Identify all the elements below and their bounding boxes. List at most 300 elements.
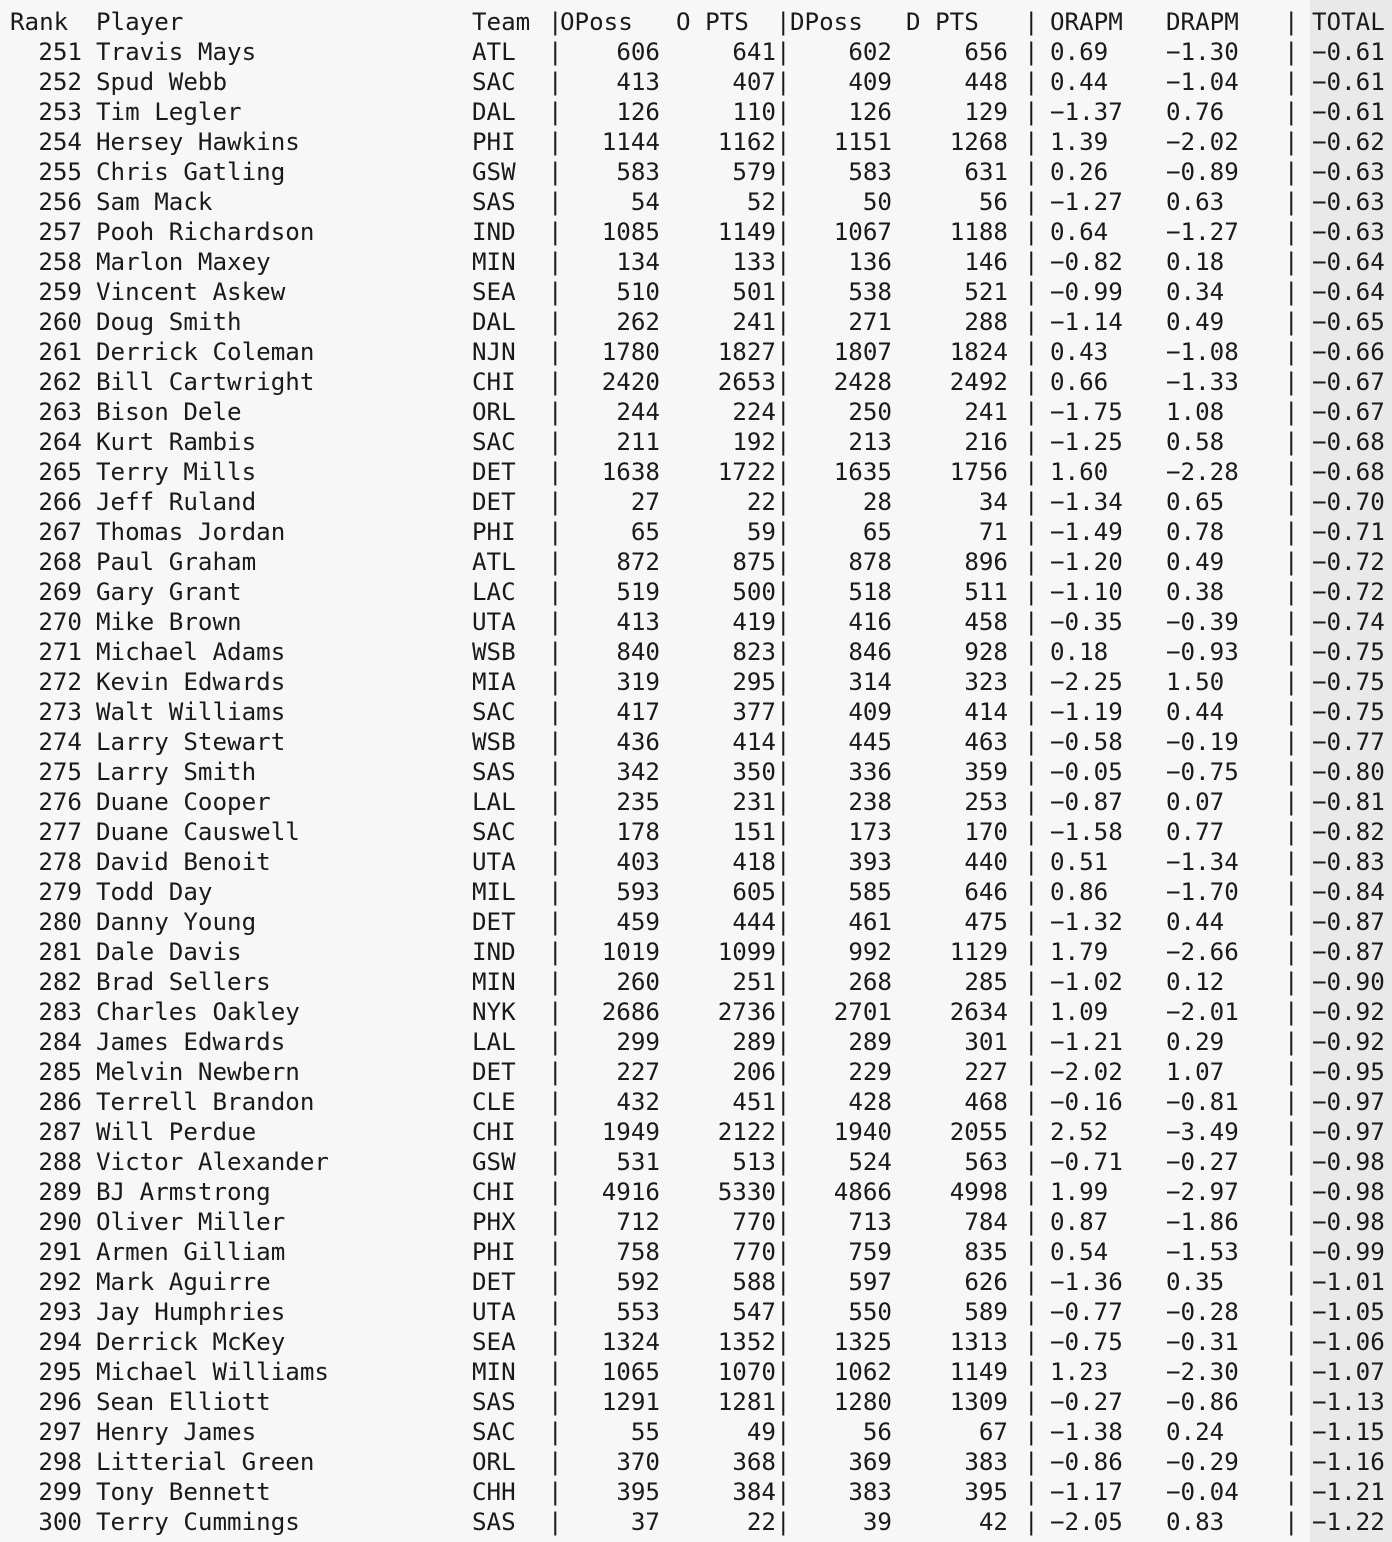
row-team: SAC — [472, 1418, 516, 1446]
row-dposs: 250 — [848, 398, 892, 426]
row-opts: 377 — [732, 698, 776, 726]
column-separator: | — [548, 848, 563, 876]
table-row — [0, 997, 1392, 1027]
column-separator: | — [1024, 788, 1039, 816]
row-rank: 292 — [38, 1268, 82, 1296]
row-dpts: 1149 — [949, 1358, 1008, 1386]
row-dposs: 878 — [848, 548, 892, 576]
row-opts: 579 — [732, 158, 776, 186]
row-rank: 269 — [38, 578, 82, 606]
column-separator: | — [1024, 638, 1039, 666]
row-opts: 823 — [732, 638, 776, 666]
row-orapm: 0.64 — [1050, 218, 1109, 246]
column-separator: | — [776, 428, 791, 456]
column-separator: | — [776, 248, 791, 276]
column-separator: | — [1284, 1298, 1299, 1326]
row-oposs: 606 — [616, 38, 660, 66]
row-oposs: 413 — [616, 608, 660, 636]
column-separator: | — [548, 1268, 563, 1296]
row-team: LAC — [472, 578, 516, 606]
column-separator: | — [548, 938, 563, 966]
column-separator: | — [1024, 1208, 1039, 1236]
row-player: Armen Gilliam — [96, 1238, 286, 1266]
row-player: Mark Aguirre — [96, 1268, 271, 1296]
row-drapm: 0.77 — [1166, 818, 1225, 846]
row-rank: 279 — [38, 878, 82, 906]
column-separator: | — [776, 638, 791, 666]
row-opts: 500 — [732, 578, 776, 606]
table-row — [0, 127, 1392, 157]
row-dposs: 229 — [848, 1058, 892, 1086]
row-drapm: −1.08 — [1166, 338, 1239, 366]
table-row — [0, 937, 1392, 967]
column-separator: | — [1284, 368, 1299, 396]
row-dpts: 1129 — [949, 938, 1008, 966]
row-total: −0.66 — [1312, 338, 1385, 366]
row-drapm: −2.66 — [1166, 938, 1239, 966]
row-dpts: 56 — [978, 188, 1008, 216]
row-orapm: 0.86 — [1050, 878, 1109, 906]
row-drapm: −1.34 — [1166, 848, 1239, 876]
column-separator: | — [776, 608, 791, 636]
row-rank: 264 — [38, 428, 82, 456]
row-team: IND — [472, 218, 516, 246]
table-row — [0, 397, 1392, 427]
table-row — [0, 367, 1392, 397]
row-opts: 1281 — [717, 1388, 776, 1416]
row-orapm: −2.05 — [1050, 1508, 1123, 1536]
row-total: −0.74 — [1312, 608, 1385, 636]
row-opts: 192 — [732, 428, 776, 456]
column-separator: | — [1024, 1058, 1039, 1086]
row-opts: 641 — [732, 38, 776, 66]
column-separator: | — [1024, 248, 1039, 276]
row-oposs: 65 — [630, 518, 660, 546]
row-drapm: −2.97 — [1166, 1178, 1239, 1206]
row-dpts: 631 — [964, 158, 1008, 186]
row-drapm: 0.24 — [1166, 1418, 1225, 1446]
column-separator: | — [1284, 578, 1299, 606]
column-separator: | — [1284, 1268, 1299, 1296]
column-separator: | — [1024, 938, 1039, 966]
column-separator: | — [1284, 1388, 1299, 1416]
row-dposs: 238 — [848, 788, 892, 816]
row-oposs: 413 — [616, 68, 660, 96]
column-separator: | — [776, 68, 791, 96]
column-separator: | — [548, 1178, 563, 1206]
row-oposs: 531 — [616, 1148, 660, 1176]
row-team: LAL — [472, 1028, 516, 1056]
row-dpts: 646 — [964, 878, 1008, 906]
row-rank: 285 — [38, 1058, 82, 1086]
row-dpts: 448 — [964, 68, 1008, 96]
row-total: −0.98 — [1312, 1208, 1385, 1236]
column-separator: | — [776, 128, 791, 156]
column-separator: | — [776, 8, 791, 36]
table-row — [0, 847, 1392, 877]
row-dpts: 468 — [964, 1088, 1008, 1116]
row-total: −1.16 — [1312, 1448, 1385, 1476]
column-separator: | — [548, 98, 563, 126]
row-drapm: −0.81 — [1166, 1088, 1239, 1116]
column-separator: | — [548, 428, 563, 456]
row-total: −0.61 — [1312, 98, 1385, 126]
row-total: −0.90 — [1312, 968, 1385, 996]
row-orapm: 1.99 — [1050, 1178, 1109, 1206]
row-drapm: −2.30 — [1166, 1358, 1239, 1386]
column-separator: | — [1284, 1058, 1299, 1086]
column-separator: | — [1024, 488, 1039, 516]
header-dpts: D PTS — [906, 8, 979, 36]
row-player: Vincent Askew — [96, 278, 286, 306]
row-orapm: 0.44 — [1050, 68, 1109, 96]
row-rank: 272 — [38, 668, 82, 696]
row-oposs: 126 — [616, 98, 660, 126]
table-row — [0, 727, 1392, 757]
row-player: Victor Alexander — [96, 1148, 329, 1176]
row-dposs: 416 — [848, 608, 892, 636]
row-orapm: 1.39 — [1050, 128, 1109, 156]
column-separator: | — [776, 1478, 791, 1506]
row-oposs: 403 — [616, 848, 660, 876]
row-oposs: 37 — [630, 1508, 660, 1536]
column-separator: | — [1024, 908, 1039, 936]
column-separator: | — [1024, 1358, 1039, 1386]
row-rank: 293 — [38, 1298, 82, 1326]
row-player: Terry Cummings — [96, 1508, 300, 1536]
row-orapm: 0.51 — [1050, 848, 1109, 876]
column-separator: | — [1284, 968, 1299, 996]
row-dposs: 173 — [848, 818, 892, 846]
column-separator: | — [548, 968, 563, 996]
row-player: Gary Grant — [96, 578, 242, 606]
row-dpts: 2055 — [949, 1118, 1008, 1146]
column-separator: | — [1284, 668, 1299, 696]
table-row — [0, 1117, 1392, 1147]
header-drapm: DRAPM — [1166, 8, 1239, 36]
row-total: −0.84 — [1312, 878, 1385, 906]
column-separator: | — [548, 1478, 563, 1506]
row-dposs: 1635 — [833, 458, 892, 486]
row-drapm: −1.70 — [1166, 878, 1239, 906]
row-opts: 1827 — [717, 338, 776, 366]
row-dposs: 583 — [848, 158, 892, 186]
column-separator: | — [1024, 278, 1039, 306]
row-dpts: 71 — [978, 518, 1008, 546]
column-separator: | — [548, 1058, 563, 1086]
row-player: Sam Mack — [96, 188, 213, 216]
column-separator: | — [1024, 578, 1039, 606]
row-dpts: 656 — [964, 38, 1008, 66]
column-separator: | — [548, 1118, 563, 1146]
table-row — [0, 817, 1392, 847]
row-opts: 49 — [746, 1418, 776, 1446]
column-separator: | — [776, 728, 791, 756]
row-total: −0.72 — [1312, 548, 1385, 576]
column-separator: | — [548, 278, 563, 306]
row-total: −1.15 — [1312, 1418, 1385, 1446]
row-player: Chris Gatling — [96, 158, 286, 186]
table-row — [0, 427, 1392, 457]
row-rank: 256 — [38, 188, 82, 216]
row-player: Litterial Green — [96, 1448, 315, 1476]
table-row — [0, 1327, 1392, 1357]
row-player: Terrell Brandon — [96, 1088, 315, 1116]
row-player: Michael Adams — [96, 638, 286, 666]
column-separator: | — [548, 1088, 563, 1116]
row-player: BJ Armstrong — [96, 1178, 271, 1206]
row-opts: 444 — [732, 908, 776, 936]
column-separator: | — [776, 98, 791, 126]
row-total: −0.80 — [1312, 758, 1385, 786]
column-separator: | — [1284, 1088, 1299, 1116]
column-separator: | — [1024, 728, 1039, 756]
row-rank: 296 — [38, 1388, 82, 1416]
row-total: −0.92 — [1312, 1028, 1385, 1056]
column-separator: | — [776, 1328, 791, 1356]
column-separator: | — [1024, 1508, 1039, 1536]
row-drapm: 0.44 — [1166, 698, 1225, 726]
column-separator: | — [1024, 548, 1039, 576]
row-total: −0.75 — [1312, 668, 1385, 696]
row-oposs: 244 — [616, 398, 660, 426]
table-row — [0, 487, 1392, 517]
row-player: Travis Mays — [96, 38, 257, 66]
row-rank: 277 — [38, 818, 82, 846]
row-oposs: 510 — [616, 278, 660, 306]
column-separator: | — [776, 1148, 791, 1176]
table-row — [0, 757, 1392, 787]
row-player: Thomas Jordan — [96, 518, 286, 546]
row-player: James Edwards — [96, 1028, 286, 1056]
row-oposs: 55 — [630, 1418, 660, 1446]
row-dposs: 538 — [848, 278, 892, 306]
column-separator: | — [776, 848, 791, 876]
row-team: UTA — [472, 1298, 516, 1326]
column-separator: | — [548, 818, 563, 846]
row-rank: 281 — [38, 938, 82, 966]
row-team: MIN — [472, 1358, 516, 1386]
row-dpts: 896 — [964, 548, 1008, 576]
row-oposs: 395 — [616, 1478, 660, 1506]
row-team: ATL — [472, 548, 516, 576]
row-total: −0.87 — [1312, 938, 1385, 966]
row-dpts: 170 — [964, 818, 1008, 846]
row-drapm: 0.07 — [1166, 788, 1225, 816]
header-oposs: OPoss — [560, 8, 633, 36]
row-dposs: 383 — [848, 1478, 892, 1506]
row-orapm: −0.86 — [1050, 1448, 1123, 1476]
row-total: −1.05 — [1312, 1298, 1385, 1326]
column-separator: | — [548, 998, 563, 1026]
row-player: Melvin Newbern — [96, 1058, 300, 1086]
row-rank: 287 — [38, 1118, 82, 1146]
column-separator: | — [548, 398, 563, 426]
table-row — [0, 1087, 1392, 1117]
row-player: Bison Dele — [96, 398, 242, 426]
row-dposs: 56 — [862, 1418, 892, 1446]
column-separator: | — [548, 1238, 563, 1266]
row-orapm: 1.60 — [1050, 458, 1109, 486]
row-rank: 280 — [38, 908, 82, 936]
row-opts: 2736 — [717, 998, 776, 1026]
row-player: Marlon Maxey — [96, 248, 271, 276]
column-separator: | — [548, 728, 563, 756]
column-separator: | — [548, 1298, 563, 1326]
column-separator: | — [1284, 1358, 1299, 1386]
row-oposs: 593 — [616, 878, 660, 906]
row-oposs: 583 — [616, 158, 660, 186]
row-dposs: 1807 — [833, 338, 892, 366]
row-oposs: 1324 — [601, 1328, 660, 1356]
row-total: −0.63 — [1312, 188, 1385, 216]
row-orapm: −2.25 — [1050, 668, 1123, 696]
row-oposs: 319 — [616, 668, 660, 696]
row-oposs: 299 — [616, 1028, 660, 1056]
row-dposs: 1280 — [833, 1388, 892, 1416]
column-separator: | — [1024, 1268, 1039, 1296]
row-opts: 1149 — [717, 218, 776, 246]
table-row — [0, 697, 1392, 727]
table-row — [0, 547, 1392, 577]
row-dpts: 463 — [964, 728, 1008, 756]
table-row — [0, 1237, 1392, 1267]
row-orapm: −1.27 — [1050, 188, 1123, 216]
row-dposs: 65 — [862, 518, 892, 546]
row-player: Kurt Rambis — [96, 428, 257, 456]
column-separator: | — [776, 308, 791, 336]
row-orapm: −1.02 — [1050, 968, 1123, 996]
row-dpts: 835 — [964, 1238, 1008, 1266]
row-orapm: −0.75 — [1050, 1328, 1123, 1356]
row-dposs: 846 — [848, 638, 892, 666]
row-total: −0.61 — [1312, 38, 1385, 66]
row-player: Terry Mills — [96, 458, 257, 486]
row-team: PHI — [472, 518, 516, 546]
column-separator: | — [776, 698, 791, 726]
row-drapm: 0.35 — [1166, 1268, 1225, 1296]
column-separator: | — [548, 698, 563, 726]
column-separator: | — [776, 968, 791, 996]
table-row — [0, 1057, 1392, 1087]
table-row — [0, 187, 1392, 217]
column-separator: | — [1284, 188, 1299, 216]
column-separator: | — [1284, 308, 1299, 336]
row-opts: 770 — [732, 1238, 776, 1266]
column-separator: | — [776, 1448, 791, 1476]
column-separator: | — [776, 908, 791, 936]
row-dpts: 511 — [964, 578, 1008, 606]
row-opts: 206 — [732, 1058, 776, 1086]
column-separator: | — [1284, 278, 1299, 306]
row-drapm: −0.29 — [1166, 1448, 1239, 1476]
column-separator: | — [1284, 398, 1299, 426]
row-opts: 2653 — [717, 368, 776, 396]
row-team: DET — [472, 908, 516, 936]
row-orapm: −1.14 — [1050, 308, 1123, 336]
column-separator: | — [1024, 1298, 1039, 1326]
row-oposs: 235 — [616, 788, 660, 816]
row-dposs: 445 — [848, 728, 892, 756]
row-total: −1.07 — [1312, 1358, 1385, 1386]
column-separator: | — [548, 158, 563, 186]
row-orapm: −0.27 — [1050, 1388, 1123, 1416]
column-separator: | — [1024, 998, 1039, 1026]
column-separator: | — [548, 1208, 563, 1236]
column-separator: | — [548, 758, 563, 786]
column-separator: | — [776, 1268, 791, 1296]
table-row — [0, 1417, 1392, 1447]
row-rank: 271 — [38, 638, 82, 666]
row-team: CLE — [472, 1088, 516, 1116]
row-drapm: −1.53 — [1166, 1238, 1239, 1266]
row-dpts: 626 — [964, 1268, 1008, 1296]
row-team: SAC — [472, 68, 516, 96]
table-row — [0, 97, 1392, 127]
table-row — [0, 1147, 1392, 1177]
row-team: DET — [472, 488, 516, 516]
row-dposs: 409 — [848, 68, 892, 96]
row-player: Derrick Coleman — [96, 338, 315, 366]
row-player: Pooh Richardson — [96, 218, 315, 246]
column-separator: | — [548, 248, 563, 276]
column-separator: | — [1024, 428, 1039, 456]
row-oposs: 758 — [616, 1238, 660, 1266]
row-team: MIN — [472, 968, 516, 996]
row-opts: 588 — [732, 1268, 776, 1296]
row-opts: 151 — [732, 818, 776, 846]
row-drapm: −1.33 — [1166, 368, 1239, 396]
column-separator: | — [1284, 428, 1299, 456]
column-separator: | — [776, 788, 791, 816]
header-total: TOTAL — [1312, 8, 1385, 36]
column-separator: | — [548, 1148, 563, 1176]
row-team: DET — [472, 458, 516, 486]
column-separator: | — [1284, 1148, 1299, 1176]
column-separator: | — [1024, 188, 1039, 216]
row-team: ORL — [472, 1448, 516, 1476]
column-separator: | — [1024, 68, 1039, 96]
row-team: SAS — [472, 188, 516, 216]
row-drapm: −0.28 — [1166, 1298, 1239, 1326]
table-row — [0, 247, 1392, 277]
row-player: Walt Williams — [96, 698, 286, 726]
row-team: MIA — [472, 668, 516, 696]
row-total: −0.71 — [1312, 518, 1385, 546]
row-dpts: 1309 — [949, 1388, 1008, 1416]
row-total: −0.70 — [1312, 488, 1385, 516]
column-separator: | — [548, 668, 563, 696]
row-team: DAL — [472, 308, 516, 336]
column-separator: | — [1284, 878, 1299, 906]
row-rank: 289 — [38, 1178, 82, 1206]
row-dposs: 136 — [848, 248, 892, 276]
row-team: CHH — [472, 1478, 516, 1506]
row-team: CHI — [472, 1178, 516, 1206]
row-rank: 263 — [38, 398, 82, 426]
column-separator: | — [776, 218, 791, 246]
column-separator: | — [548, 878, 563, 906]
column-separator: | — [1024, 398, 1039, 426]
row-orapm: −0.87 — [1050, 788, 1123, 816]
row-dpts: 784 — [964, 1208, 1008, 1236]
column-separator: | — [1024, 1148, 1039, 1176]
column-separator: | — [1284, 98, 1299, 126]
row-drapm: −0.27 — [1166, 1148, 1239, 1176]
row-dpts: 129 — [964, 98, 1008, 126]
column-separator: | — [548, 308, 563, 336]
row-player: Larry Smith — [96, 758, 257, 786]
